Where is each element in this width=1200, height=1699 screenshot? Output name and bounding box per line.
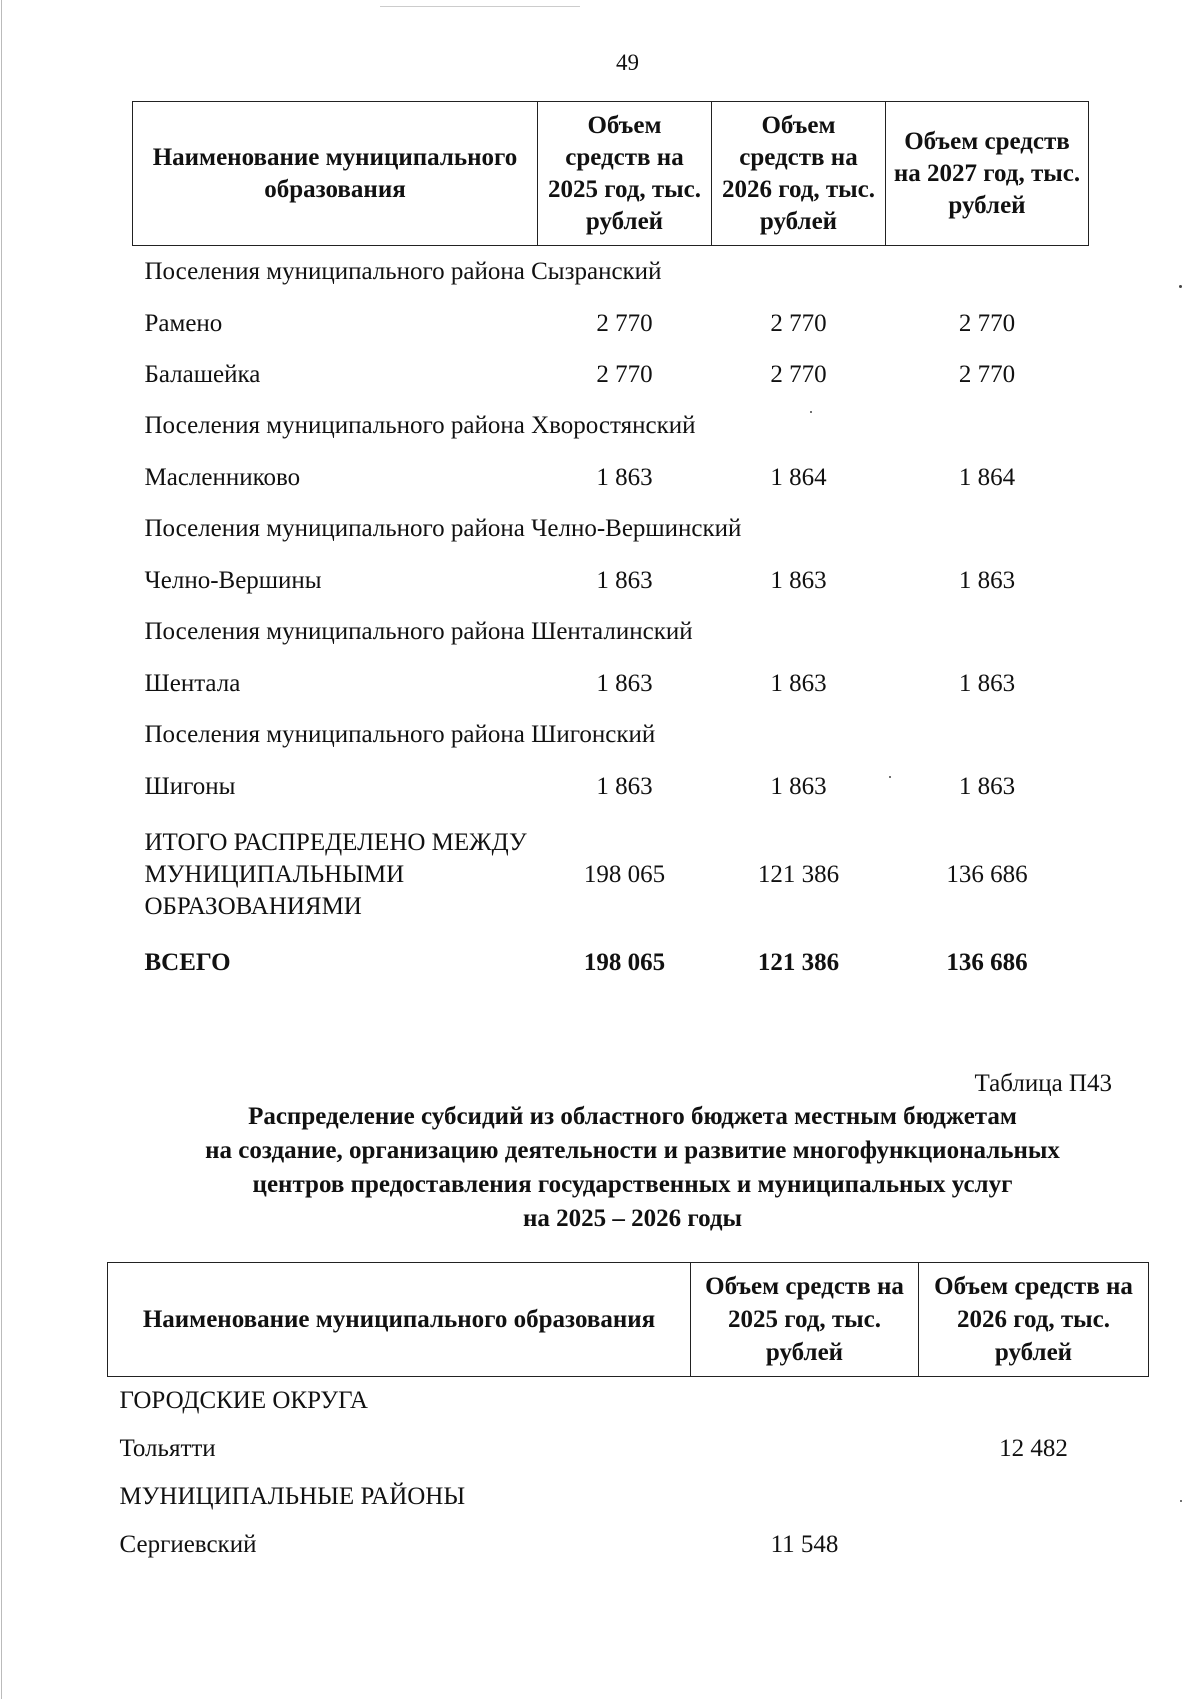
header-volume-2026: Объем средств на 2026 год, тыс. рублей xyxy=(919,1263,1149,1377)
subtotal-row xyxy=(133,812,1089,937)
value-2026: 1 864 xyxy=(770,463,827,491)
table-row xyxy=(133,658,1089,709)
page-number: 49 xyxy=(616,50,639,75)
table-header-row xyxy=(108,1263,1149,1377)
table-row xyxy=(108,1425,1149,1473)
municipality-name: Тольятти xyxy=(119,1435,216,1462)
table-title-visual: Распределение субсидий из областного бюджета местным бюджетам на создание, организацию деятельности и развитие многофункциональных центров предоставления государственных и муниципальных услуг на 2025 – 2026 годы xyxy=(205,1103,1060,1232)
scan-edge-left xyxy=(1,0,2,1699)
total-2025: 198 065 xyxy=(583,949,666,976)
subtotal-2026: 121 386 xyxy=(757,860,840,888)
value-2025: 1 863 xyxy=(596,772,653,800)
district-label: Поселения муниципального района Челно-Вершинский xyxy=(144,515,742,542)
value-2026: 1 863 xyxy=(770,669,827,697)
table-title-full xyxy=(248,1100,249,1101)
total-row xyxy=(133,937,1089,989)
value-2025: 11 548 xyxy=(770,1531,839,1558)
allocation-table-2 xyxy=(107,1262,1149,1569)
table-row xyxy=(108,1521,1149,1569)
value-2026: 12 482 xyxy=(999,1435,1068,1462)
settlement-name: Шигоны xyxy=(144,772,236,800)
value-2026: 1 863 xyxy=(770,566,827,594)
value-2025: 1 863 xyxy=(596,463,653,491)
district-row xyxy=(133,503,1089,555)
value-2027: 2 770 xyxy=(958,309,1016,337)
category-label: ГОРОДСКИЕ ОКРУГА xyxy=(119,1387,368,1414)
district-label: Поселения муниципального района Хворостянский xyxy=(144,412,696,439)
table-row xyxy=(133,452,1089,503)
category-label: МУНИЦИПАЛЬНЫЕ РАЙОНЫ xyxy=(119,1483,466,1510)
table-row xyxy=(133,761,1089,812)
district-row xyxy=(133,246,1089,299)
value-2026 xyxy=(919,1521,1149,1569)
value-2027: 2 770 xyxy=(958,360,1016,388)
scan-edge-top xyxy=(380,6,580,7)
table-row xyxy=(133,555,1089,606)
header-volume-2027: Объем средств на 2027 год, тыс. рублей xyxy=(886,102,1089,246)
settlement-name: Рамено xyxy=(144,309,223,337)
value-2026: 1 863 xyxy=(770,772,827,800)
table-row xyxy=(133,298,1089,349)
value-2025 xyxy=(691,1425,919,1473)
table-row xyxy=(133,349,1089,400)
district-row xyxy=(133,400,1089,452)
district-row xyxy=(133,709,1089,761)
header-volume-2025: Объем средств на 2025 год, тыс. рублей xyxy=(691,1263,919,1377)
settlement-name: Масленниково xyxy=(144,463,301,491)
allocation-table-1 xyxy=(132,101,1089,989)
value-2027: 1 863 xyxy=(958,772,1016,800)
district-row xyxy=(133,606,1089,658)
category-row xyxy=(108,1377,1149,1426)
value-2026: 2 770 xyxy=(770,360,827,388)
value-2025: 1 863 xyxy=(596,669,653,697)
value-2026: 2 770 xyxy=(770,309,827,337)
value-2025: 2 770 xyxy=(596,309,653,337)
district-label: Поселения муниципального района Сызранский xyxy=(144,258,662,285)
settlement-name: Шентала xyxy=(144,669,241,697)
total-label: ВСЕГО xyxy=(144,949,231,976)
subtotal-label: ИТОГО РАСПРЕДЕЛЕНО МЕЖДУ МУНИЦИПАЛЬНЫМИ ОБРАЗОВАНИЯМИ xyxy=(144,828,527,920)
header-volume-2025: Объем средств на 2025 год, тыс. рублей xyxy=(538,102,712,246)
settlement-name: Балашейка xyxy=(144,360,261,388)
total-2027: 136 686 xyxy=(946,949,1028,976)
scan-speck xyxy=(1180,1500,1182,1502)
table-header-row xyxy=(133,102,1089,246)
value-2027: 1 864 xyxy=(958,463,1016,491)
district-label: Поселения муниципального района Шигонский xyxy=(144,721,656,748)
table-title xyxy=(110,1100,1155,1236)
category-row xyxy=(108,1473,1149,1521)
value-2027: 1 863 xyxy=(958,669,1016,697)
header-municipality: Наименование муниципального образования xyxy=(108,1263,691,1377)
value-2027: 1 863 xyxy=(958,566,1016,594)
district-label: Поселения муниципального района Шенталинский xyxy=(144,618,693,645)
header-volume-2026: Объем средств на 2026 год, тыс. рублей xyxy=(712,102,886,246)
table-label: Таблица П43 xyxy=(974,1070,1112,1097)
municipality-name: Сергиевский xyxy=(119,1531,257,1558)
total-2026: 121 386 xyxy=(757,949,840,976)
subtotal-2027: 136 686 xyxy=(946,860,1028,888)
value-2025: 2 770 xyxy=(596,360,653,388)
header-municipality: Наименование муниципального образования xyxy=(133,102,538,246)
scan-speck xyxy=(1179,285,1182,288)
value-2025: 1 863 xyxy=(596,566,653,594)
settlement-name: Челно-Вершины xyxy=(144,566,322,594)
subtotal-2025: 198 065 xyxy=(583,860,666,888)
